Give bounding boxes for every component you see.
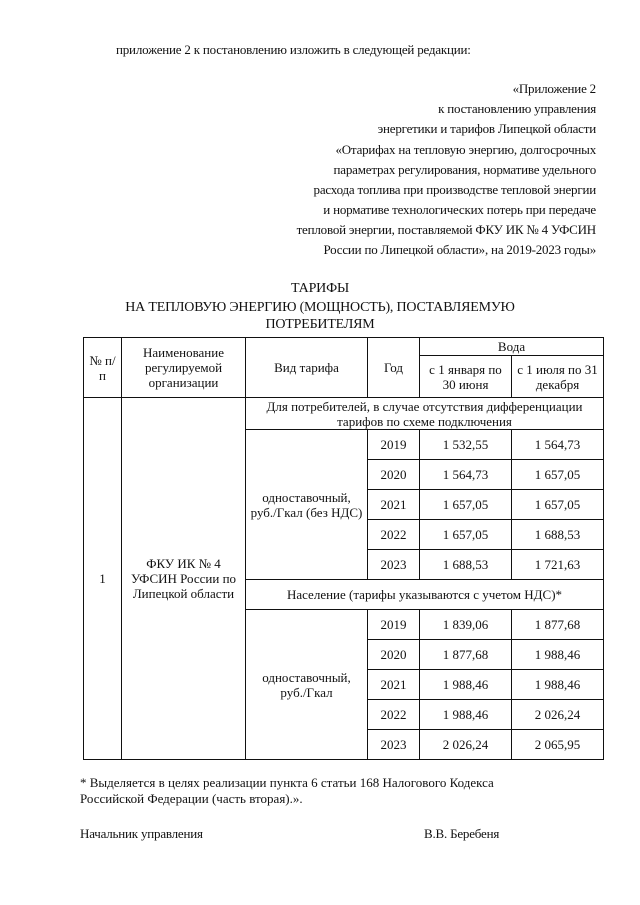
appendix-header-line: тепловой энергии, поставляемой ФКУ ИК № 4 УФСИН xyxy=(296,222,596,237)
header-year: Год xyxy=(368,338,420,398)
footnote-line: * Выделяется в целях реализации пункта 6 статьи 168 Налогового Кодекса xyxy=(80,775,494,790)
footnote-line: Российской Федерации (часть вторая).». xyxy=(80,791,303,806)
value-cell: 1 988,46 xyxy=(420,670,512,700)
appendix-header-line: расхода топлива при производстве тепловой энергии xyxy=(313,182,596,197)
value-cell: 1 988,46 xyxy=(512,640,604,670)
year-cell: 2020 xyxy=(368,640,420,670)
appendix-header-line: параметрах регулирования, нормативе удельного xyxy=(333,162,596,177)
appendix-header-line: энергетики и тарифов Липецкой области xyxy=(377,121,596,136)
section-title: Население (тарифы указываются с учетом НДС)* xyxy=(246,580,604,610)
value-cell: 1 721,63 xyxy=(512,550,604,580)
value-cell: 1 564,73 xyxy=(420,460,512,490)
value-cell: 1 657,05 xyxy=(512,490,604,520)
row-number: 1 xyxy=(84,398,122,760)
tariff-subtitle-cont: ПОТРЕБИТЕЛЯМ xyxy=(265,317,375,332)
value-cell: 1 657,05 xyxy=(420,490,512,520)
value-cell: 1 688,53 xyxy=(420,550,512,580)
section-row xyxy=(84,398,604,430)
value-cell: 1 564,73 xyxy=(512,430,604,460)
value-cell: 1 988,46 xyxy=(512,670,604,700)
appendix-header-line: и нормативе технологических потерь при передаче xyxy=(323,202,596,217)
tariff-subtitle: НА ТЕПЛОВУЮ ЭНЕРГИЮ (МОЩНОСТЬ), ПОСТАВЛЯЕМУЮ xyxy=(125,300,515,315)
year-cell: 2023 xyxy=(368,730,420,760)
value-cell: 1 532,55 xyxy=(420,430,512,460)
signature-position: Начальник управления xyxy=(80,826,203,841)
tariff-type-cell: одноставочный, руб./Гкал (без НДС) xyxy=(246,430,368,580)
year-cell: 2021 xyxy=(368,670,420,700)
header-tariff-type: Вид тарифа xyxy=(246,338,368,398)
value-cell: 1 877,68 xyxy=(420,640,512,670)
value-cell: 2 065,95 xyxy=(512,730,604,760)
year-cell: 2023 xyxy=(368,550,420,580)
value-cell: 1 877,68 xyxy=(512,610,604,640)
tariff-type-cell: одноставочный, руб./Гкал xyxy=(246,610,368,760)
year-cell: 2021 xyxy=(368,490,420,520)
header-num: № п/п xyxy=(84,338,122,398)
header-water: Вода xyxy=(420,338,604,356)
appendix-header-line: «Отарифах на тепловую энергию, долгосрочных xyxy=(335,142,596,157)
year-cell: 2022 xyxy=(368,520,420,550)
appendix-header-line: к постановлению управления xyxy=(438,101,596,116)
value-cell: 2 026,24 xyxy=(512,700,604,730)
value-cell: 2 026,24 xyxy=(420,730,512,760)
intro-text: приложение 2 к постановлению изложить в следующей редакции: xyxy=(116,42,471,57)
value-cell: 1 657,05 xyxy=(512,460,604,490)
appendix-header-line: России по Липецкой области», на 2019-2023 годы» xyxy=(323,242,596,257)
header-period-2: с 1 июля по 31 декабря xyxy=(512,356,604,398)
org-name: ФКУ ИК № 4 УФСИН России по Липецкой области xyxy=(122,398,246,760)
value-cell: 1 988,46 xyxy=(420,700,512,730)
year-cell: 2019 xyxy=(368,430,420,460)
year-cell: 2020 xyxy=(368,460,420,490)
header-org: Наименование регулируемой организации xyxy=(122,338,246,398)
value-cell: 1 839,06 xyxy=(420,610,512,640)
signature-name: В.В. Беребеня xyxy=(424,826,500,841)
year-cell: 2019 xyxy=(368,610,420,640)
year-cell: 2022 xyxy=(368,700,420,730)
header-period-1: с 1 января по 30 июня xyxy=(420,356,512,398)
value-cell: 1 657,05 xyxy=(420,520,512,550)
section-title: Для потребителей, в случае отсутствия дифференциации тарифов по схеме подключения xyxy=(246,398,604,430)
tariff-table xyxy=(83,337,604,760)
footnote xyxy=(80,775,600,807)
appendix-header-line: «Приложение 2 xyxy=(512,81,596,96)
tariff-title: ТАРИФЫ xyxy=(291,281,349,296)
value-cell: 1 688,53 xyxy=(512,520,604,550)
table-header-row xyxy=(84,338,604,356)
